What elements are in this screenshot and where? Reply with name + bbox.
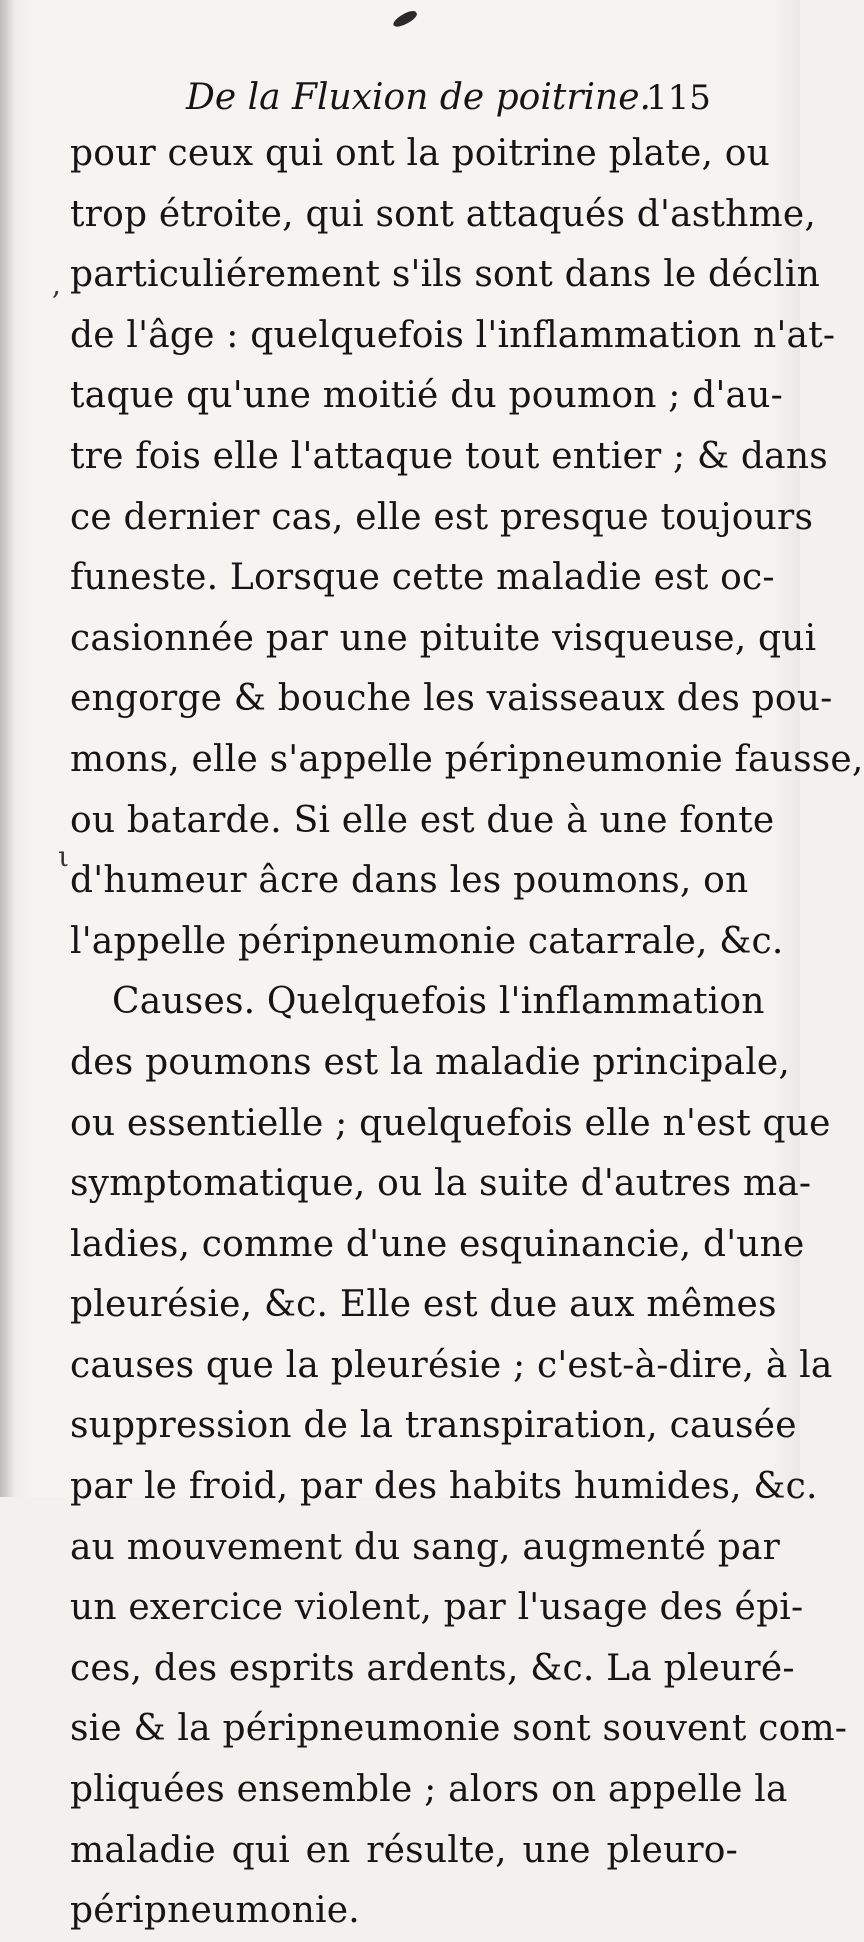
text-line: ou batarde. Si elle est due à une fonte (70, 799, 775, 841)
text-line: des poumons est la maladie principale, (70, 1041, 791, 1083)
text-line: taque qu'une moitié du poumon ; d'au- (70, 375, 783, 417)
text-line: ladies, comme d'une esquinancie, d'une (70, 1223, 805, 1265)
text-line: casionnée par une pituite visqueuse, qui (70, 617, 817, 659)
text-line: d'humeur âcre dans les poumons, on (70, 860, 749, 902)
text-line: maladie qui en résulte, une pleuro- (70, 1829, 738, 1871)
text-line: trop étroite, qui sont attaqués d'asthme, (70, 193, 817, 235)
text-line: ce dernier cas, elle est presque toujours (70, 496, 814, 538)
text-line: tre fois elle l'attaque tout entier ; & dans (70, 435, 828, 477)
text-line: de l'âge : quelquefois l'inflammation n'at- (70, 314, 836, 356)
text-line: funeste. Lorsque cette maladie est oc- (70, 557, 775, 599)
page-gutter-shadow (0, 0, 14, 1497)
text-line: ou essentielle ; quelquefois elle n'est que (70, 1102, 831, 1144)
text-line: ces, des esprits ardents, &c. La pleuré- (70, 1647, 795, 1689)
text-line: sie & la péripneumonie sont souvent com- (70, 1708, 848, 1750)
text-line: suppression de la transpiration, causée (70, 1405, 797, 1447)
running-header (186, 70, 746, 126)
text-line: un exercice violent, par l'usage des épi- (70, 1587, 804, 1629)
text-line: causes que la pleurésie ; c'est-à-dire, à la (70, 1344, 833, 1386)
text-line: particuliérement s'ils sont dans le déclin (70, 254, 820, 296)
text-line: l'appelle péripneumonie catarrale, &c. (70, 920, 784, 962)
text-line: pliquées ensemble ; alors on appelle la (70, 1769, 788, 1811)
text-line: au mouvement du sang, augmenté par (70, 1526, 781, 1568)
text-line: pleurésie, &c. Elle est due aux mêmes (70, 1284, 777, 1326)
text-line: engorge & bouche les vaisseaux des pou- (70, 678, 833, 720)
text-line: par le froid, par des habits humides, &c. (70, 1466, 818, 1508)
text-line: pour ceux qui ont la poitrine plate, ou (70, 133, 771, 174)
margin-mark: ι (58, 840, 69, 873)
ink-smudge (391, 8, 418, 30)
text-line: mons, elle s'appelle péripneumonie fausse, (70, 738, 864, 780)
margin-mark: , (52, 268, 61, 301)
page-number: 115 (646, 78, 711, 118)
text-line: Causes. Quelquefois l'inflammation (112, 981, 765, 1023)
body-text (70, 124, 864, 1942)
text-line: symptomatique, ou la suite d'autres ma- (70, 1163, 812, 1205)
text-line: péripneumonie. (70, 1890, 360, 1932)
running-title: De la Fluxion de poitrine. (186, 77, 651, 118)
